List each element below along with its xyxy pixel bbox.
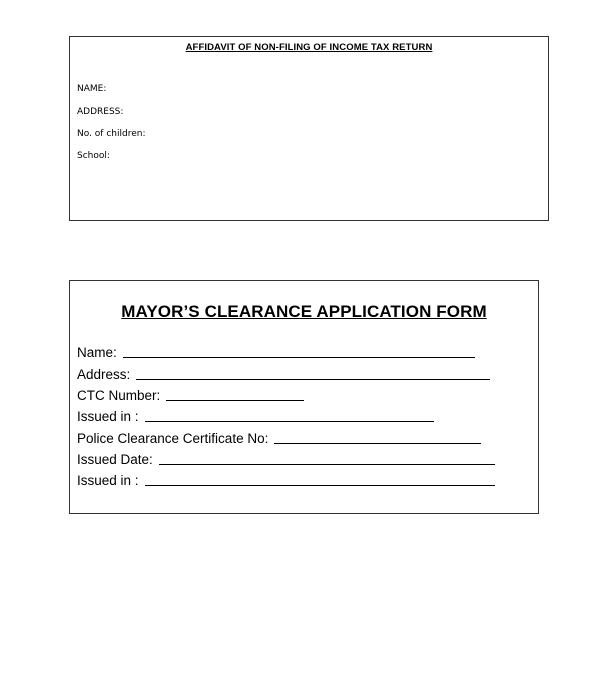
affidavit-title: AFFIDAVIT OF NON-FILING OF INCOME TAX RETURN [185, 42, 433, 53]
mayor-issued-date-input-line[interactable] [159, 463, 495, 465]
mayor-name-input-line[interactable] [123, 356, 475, 358]
mayor-issued-date-row [77, 450, 495, 468]
mayor-issued-date-label: Issued Date: [77, 452, 153, 467]
affidavit-name-field[interactable]: NAME: [77, 84, 107, 94]
mayor-issued-in-label: Issued in : [77, 409, 139, 424]
mayor-form-title: MAYOR’S CLEARANCE APPLICATION FORM [121, 302, 487, 321]
affidavit-form [69, 36, 549, 221]
mayor-ctc-label: CTC Number: [77, 388, 161, 403]
affidavit-school-field[interactable]: School: [77, 151, 110, 161]
mayor-police-clearance-input-line[interactable] [274, 442, 481, 444]
affidavit-children-field[interactable]: No. of children: [77, 129, 146, 139]
mayor-address-input-line[interactable] [136, 378, 490, 380]
mayor-address-label: Address: [77, 367, 131, 382]
mayor-police-clearance-label: Police Clearance Certificate No: [77, 431, 269, 446]
mayor-issued-in-row [77, 407, 434, 425]
mayor-address-row [77, 365, 490, 383]
mayor-issued-in-input-line[interactable] [145, 420, 434, 422]
mayor-issued-in-2-label: Issued in : [77, 473, 139, 488]
mayor-issued-in-2-input-line[interactable] [145, 484, 495, 486]
mayor-name-label: Name: [77, 345, 117, 360]
mayor-ctc-input-line[interactable] [166, 399, 304, 401]
mayor-name-row [77, 343, 475, 361]
mayor-issued-in-2-row [77, 471, 495, 489]
mayor-police-clearance-row [77, 429, 481, 447]
mayor-ctc-row [77, 386, 304, 404]
mayor-clearance-form [69, 280, 539, 514]
affidavit-address-field[interactable]: ADDRESS: [77, 107, 124, 117]
